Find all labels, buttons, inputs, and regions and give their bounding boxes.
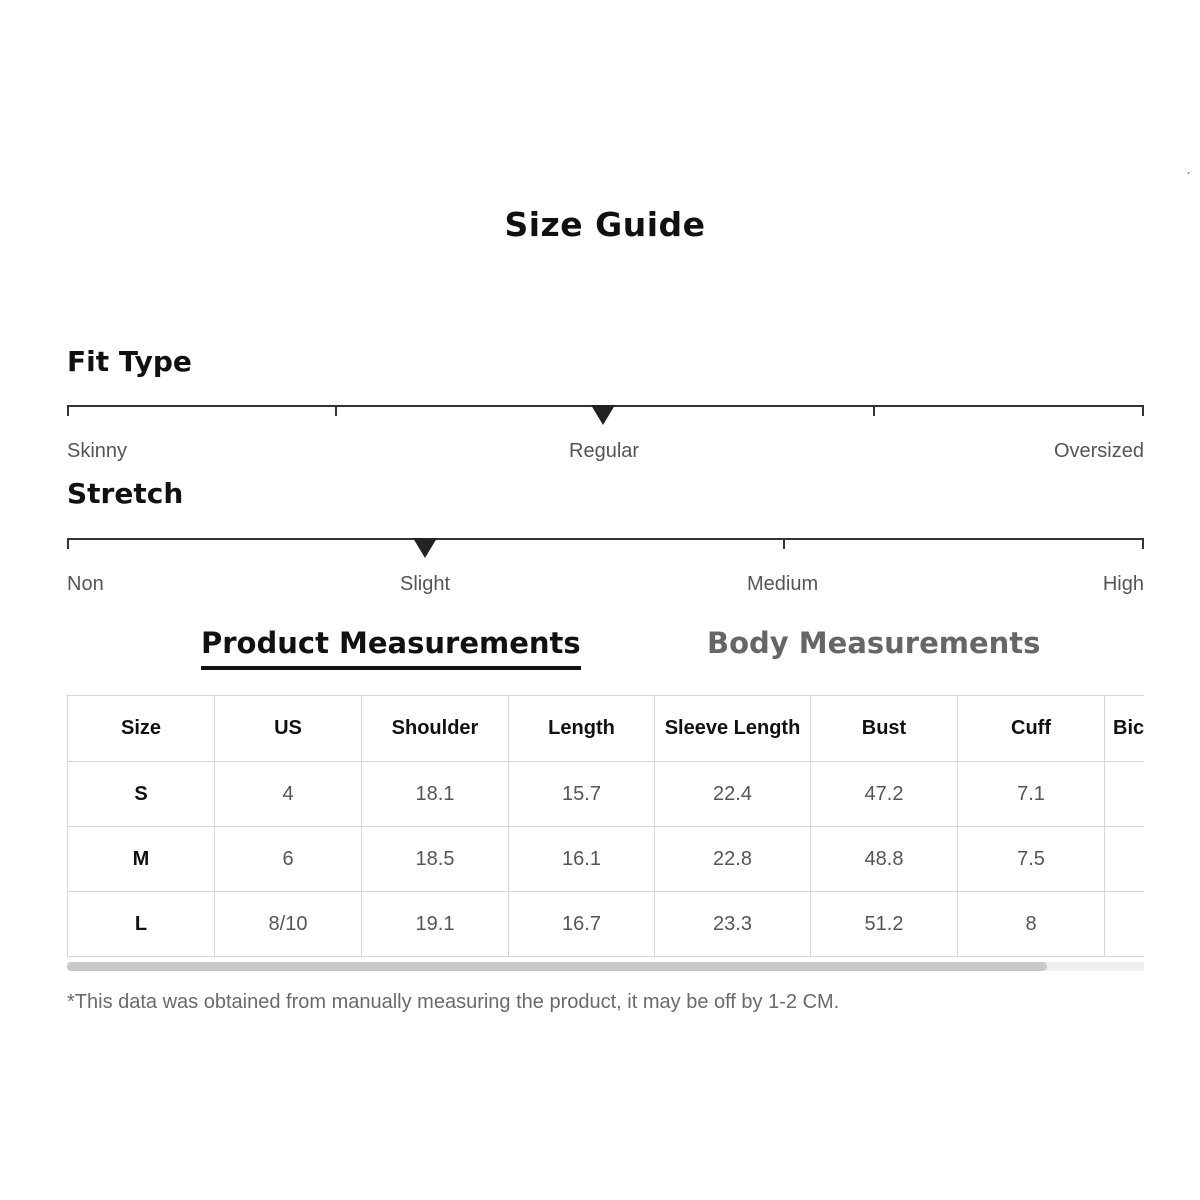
table-cell: 22.4 [655,762,811,827]
table-cell: 19.1 [362,892,509,957]
table-row [68,827,1145,892]
stretch-heading: Stretch [67,477,184,510]
scrollbar-thumb[interactable] [67,962,1047,971]
column-header-sleeve-length: Sleeve Length [655,696,811,762]
fit-type-tick [873,405,875,416]
table-cell: 18.5 [362,827,509,892]
table-cell: 6 [215,827,362,892]
stretch-label-high: High [1102,573,1144,595]
stretch-scale [67,538,1144,558]
fit-type-tick [1142,405,1144,416]
table-cell: 7.1 [958,762,1105,827]
fit-type-heading: Fit Type [67,345,192,378]
stretch-tick [67,538,69,549]
column-header-bicep: Bic [1105,696,1145,762]
column-header-bust: Bust [811,696,958,762]
table-cell [1105,827,1145,892]
stretch-scale-line [67,538,1144,540]
corner-mark: ´ [1187,170,1191,184]
page-title: Size Guide [504,205,706,244]
fit-type-tick [67,405,69,416]
table-cell [1105,892,1145,957]
table-cell: 16.1 [509,827,655,892]
stretch-marker [413,538,437,558]
table-cell: 7.5 [958,827,1105,892]
table-cell: 51.2 [811,892,958,957]
table-cell: 15.7 [509,762,655,827]
table-cell: 16.7 [509,892,655,957]
fit-type-label-oversized: Oversized [1053,440,1144,462]
fit-type-label-regular: Regular [569,440,640,462]
table-cell: 47.2 [811,762,958,827]
stretch-label-slight: Slight [400,573,451,595]
measurements-table-container[interactable] [67,695,1144,960]
measurement-disclaimer: *This data was obtained from manually measuring the product, it may be off by 1-2 CM. [67,991,840,1013]
column-header-us: US [215,696,362,762]
table-cell-size: S [68,762,215,827]
column-header-shoulder: Shoulder [362,696,509,762]
tab-product-measurements[interactable] [201,626,581,660]
table-cell: 4 [215,762,362,827]
table-cell: 22.8 [655,827,811,892]
fit-type-label-skinny: Skinny [67,440,128,462]
stretch-tick [783,538,785,549]
table-cell: 8 [958,892,1105,957]
table-cell: 23.3 [655,892,811,957]
table-cell: 48.8 [811,827,958,892]
tab-body-measurements[interactable] [707,626,1040,660]
fit-type-tick [335,405,337,416]
table-cell: 18.1 [362,762,509,827]
stretch-tick [1142,538,1144,549]
column-header-length: Length [509,696,655,762]
table-row [68,892,1145,957]
table-header-row [68,696,1145,762]
table-cell-size: M [68,827,215,892]
fit-type-marker [591,405,615,425]
table-cell: 8/10 [215,892,362,957]
measurements-table [67,695,1144,957]
tab-product-measurements-label: Product Measurements [201,626,581,660]
table-cell-size: L [68,892,215,957]
tab-body-measurements-label: Body Measurements [707,626,1041,660]
table-cell [1105,762,1145,827]
column-header-size: Size [68,696,215,762]
column-header-cuff: Cuff [958,696,1105,762]
table-horizontal-scrollbar[interactable] [67,962,1144,971]
fit-type-scale [67,405,1144,425]
table-row [68,762,1145,827]
stretch-label-non: Non [67,573,104,595]
stretch-label-medium: Medium [747,573,819,595]
active-tab-underline [201,666,581,670]
